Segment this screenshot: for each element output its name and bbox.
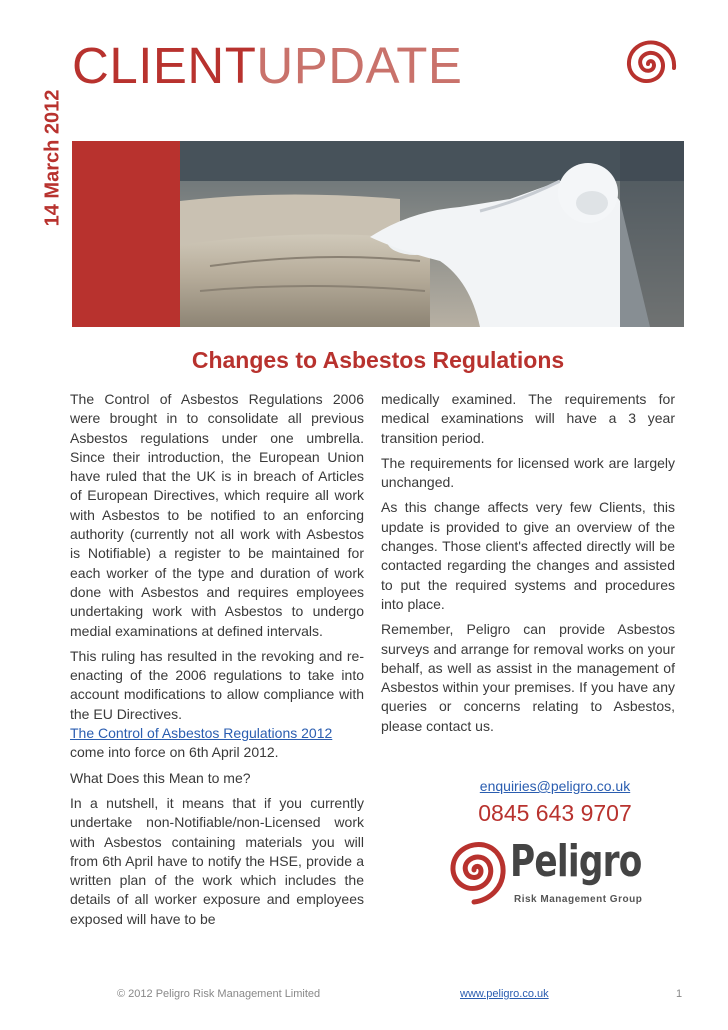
regulations-2012-link[interactable]: The Control of Asbestos Regulations 2012 bbox=[70, 725, 333, 742]
section-subhead: What Does this Mean to me? bbox=[70, 769, 251, 786]
left-paragraph-2-tail: come into force on 6th April 2012. bbox=[70, 744, 279, 761]
left-paragraph-1: The Control of Asbestos Regulations 2006 were brought in to consolidate all previous Asbestos regulations under one umbrella. Since their introduction, the European Union have ruled that the UK is in breach of Articles of European Directives, which require all work with Asbestos to be notified to an enforcing authority (currently not all work with Asbestos is Notifiable) a register to be maintained for each worker of the type and duration of work done with Asbestos and requires employees undertaking work with Asbestos to undergo medial examinations at defined intervals. bbox=[70, 391, 364, 639]
accent-bar bbox=[72, 141, 180, 327]
left-paragraph-2 bbox=[70, 647, 364, 763]
brand-logo bbox=[436, 830, 686, 920]
left-paragraph-2-text: This ruling has resulted in the revoking and re-enacting of the 2006 regulations to take into account modifications to allow compliance with the EU Directives. bbox=[70, 647, 364, 722]
masthead-title bbox=[72, 37, 463, 94]
right-paragraph-4: Remember, Peligro can provide Asbestos surveys and arrange for removal works on your behalf, as well as assist in the management of Asbestos within your premises. If you have any queries or concerns relating to Asbestos, please contact us. bbox=[381, 621, 675, 734]
phone-number: 0845 643 9707 bbox=[478, 800, 632, 826]
right-paragraph-1: medically examined. The requirements for medical examinations will have a 3 year transition period. bbox=[381, 391, 675, 446]
right-column bbox=[381, 390, 675, 742]
spiral-logo-icon bbox=[610, 28, 682, 100]
right-paragraph-2: The requirements for licensed work are largely unchanged. bbox=[381, 454, 675, 491]
asbestos-worker-photo bbox=[180, 141, 684, 327]
issue-date-text: 14 March 2012 bbox=[41, 89, 64, 226]
left-paragraph-3: In a nutshell, it means that if you currently undertake non-Notifiable/non-Licensed work with Asbestos containing materials you will from 6th April have to notify the HSE, provide a written plan of the work which includes the details of all worker exposure and employees exposed will have to be bbox=[70, 794, 364, 927]
right-paragraph-3: As this change affects very few Clients, this update is provided to give an overview of the changes. Those client's affected directly will be contacted regarding the changes and assisted to put the required systems and procedures into place. bbox=[381, 499, 675, 612]
footer-website-link[interactable]: www.peligro.co.uk bbox=[460, 988, 549, 1000]
brand-tagline: Risk Management Group bbox=[514, 894, 643, 905]
masthead-bold: CLIENT bbox=[72, 37, 257, 94]
contact-block bbox=[430, 778, 680, 827]
email-link[interactable]: enquiries@peligro.co.uk bbox=[479, 778, 631, 794]
left-column bbox=[70, 390, 364, 935]
article-headline: Changes to Asbestos Regulations bbox=[191, 347, 565, 373]
brand-spiral-icon bbox=[436, 830, 508, 908]
issue-date bbox=[40, 50, 66, 265]
page-number: 1 bbox=[676, 988, 683, 1000]
brand-name: Peligro bbox=[510, 836, 642, 887]
footer-copyright: © 2012 Peligro Risk Management Limited bbox=[117, 988, 321, 1000]
masthead-light: UPDATE bbox=[256, 37, 463, 94]
